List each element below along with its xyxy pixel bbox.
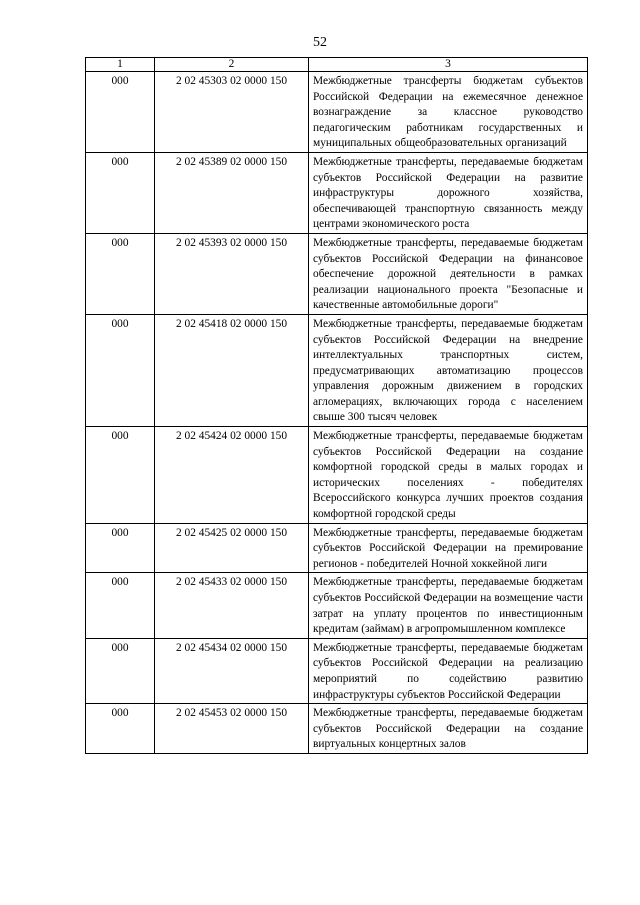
description-cell: Межбюджетные трансферты, передаваемые бюджетам субъектов Российской Федерации на реализацию мероприятий по содействию развитию инфраструктуры субъектов Российской Федерации — [309, 638, 588, 703]
column-header-3: 3 — [309, 58, 588, 72]
table-row — [86, 152, 588, 233]
admin-code-cell: 000 — [86, 314, 155, 426]
description-cell: Межбюджетные трансферты, передаваемые бюджетам субъектов Российской Федерации на внедрение интеллектуальных транспортных систем, предусматривающих автоматизацию процессов управления дорожным движением в городских агломерациях, включающих города с населением свыше 300 тысяч человек — [309, 314, 588, 426]
description-cell: Межбюджетные трансферты, передаваемые бюджетам субъектов Российской Федерации на создание комфортной городской среды в малых городах и исторических поселениях - победителях Всероссийского конкурса лучших проектов создания комфортной городской среды — [309, 427, 588, 524]
table-row — [86, 704, 588, 754]
budget-code-cell: 2 02 45453 02 0000 150 — [155, 704, 309, 754]
budget-codes-table — [85, 57, 588, 754]
budget-code-cell: 2 02 45418 02 0000 150 — [155, 314, 309, 426]
budget-code-cell: 2 02 45303 02 0000 150 — [155, 72, 309, 153]
budget-code-cell: 2 02 45424 02 0000 150 — [155, 427, 309, 524]
admin-code-cell: 000 — [86, 72, 155, 153]
table-row — [86, 638, 588, 703]
table-row — [86, 573, 588, 638]
admin-code-cell: 000 — [86, 427, 155, 524]
description-cell: Межбюджетные трансферты, передаваемые бюджетам субъектов Российской Федерации на финансовое обеспечение дорожной деятельности в рамках реализации национального проекта "Безопасные и качественные автомобильные дороги" — [309, 233, 588, 314]
admin-code-cell: 000 — [86, 152, 155, 233]
description-cell: Межбюджетные трансферты, передаваемые бюджетам субъектов Российской Федерации на создание виртуальных концертных залов — [309, 704, 588, 754]
budget-code-cell: 2 02 45433 02 0000 150 — [155, 573, 309, 638]
admin-code-cell: 000 — [86, 638, 155, 703]
column-header-2: 2 — [155, 58, 309, 72]
budget-code-cell: 2 02 45389 02 0000 150 — [155, 152, 309, 233]
budget-code-cell: 2 02 45393 02 0000 150 — [155, 233, 309, 314]
column-header-1: 1 — [86, 58, 155, 72]
header-row — [86, 58, 588, 72]
table-row — [86, 72, 588, 153]
description-cell: Межбюджетные трансферты, передаваемые бюджетам субъектов Российской Федерации на премирование регионов - победителей Ночной хоккейной лиги — [309, 523, 588, 573]
admin-code-cell: 000 — [86, 233, 155, 314]
description-cell: Межбюджетные трансферты, передаваемые бюджетам субъектов Российской Федерации на возмещение части затрат на уплату процентов по инвестиционным кредитам (займам) в агропромышленном комплексе — [309, 573, 588, 638]
page-number: 52 — [313, 35, 327, 50]
budget-code-cell: 2 02 45425 02 0000 150 — [155, 523, 309, 573]
admin-code-cell: 000 — [86, 573, 155, 638]
admin-code-cell: 000 — [86, 704, 155, 754]
description-cell: Межбюджетные трансферты бюджетам субъектов Российской Федерации на ежемесячное денежное вознаграждение за классное руководство педагогическим работникам государственных и муниципальных общеобразовательных организаций — [309, 72, 588, 153]
budget-code-cell: 2 02 45434 02 0000 150 — [155, 638, 309, 703]
table-row — [86, 523, 588, 573]
description-cell: Межбюджетные трансферты, передаваемые бюджетам субъектов Российской Федерации на развитие инфраструктуры дорожного хозяйства, обеспечивающей транспортную связанность между центрами экономического роста — [309, 152, 588, 233]
admin-code-cell: 000 — [86, 523, 155, 573]
table-row — [86, 233, 588, 314]
table-row — [86, 427, 588, 524]
table-row — [86, 314, 588, 426]
